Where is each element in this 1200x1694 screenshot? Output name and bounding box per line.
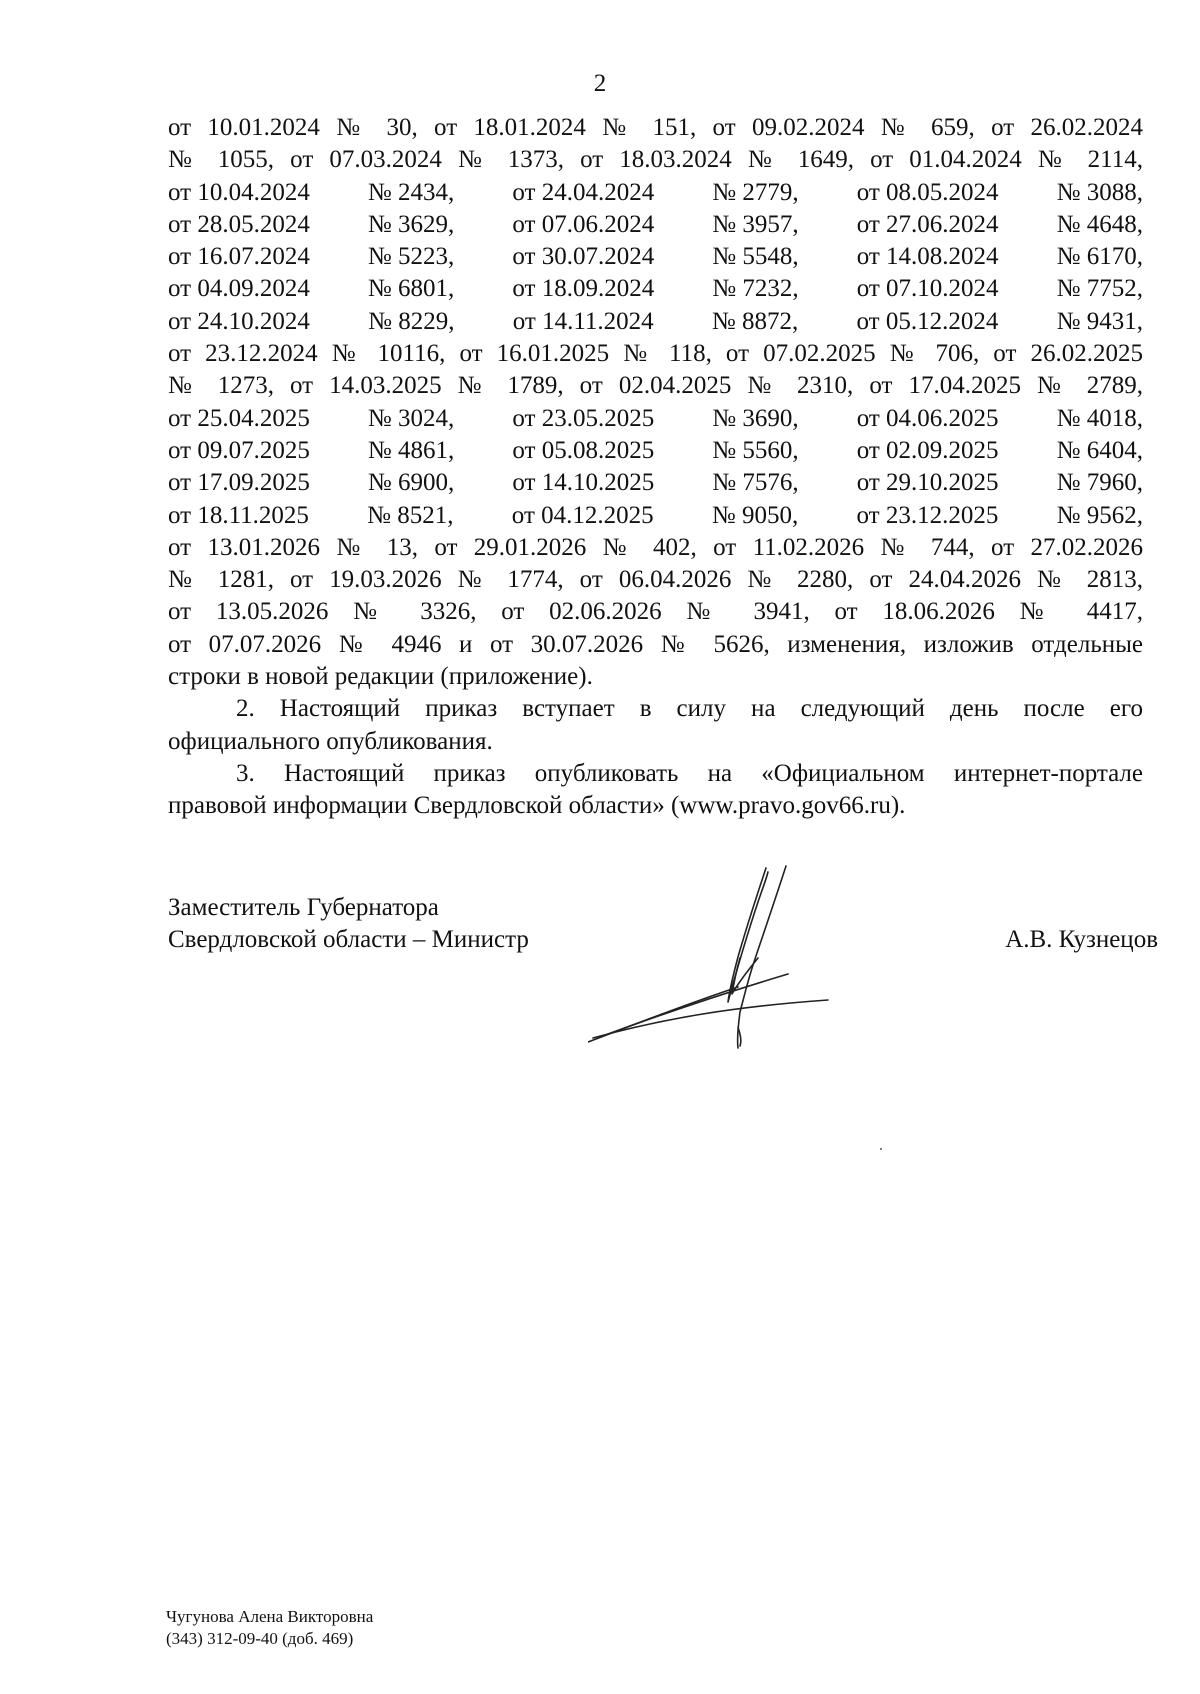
- order-number: № 3629,: [367, 210, 455, 238]
- order-number: № 5223,: [367, 243, 455, 271]
- text-line: от 07.07.2026 № 4946 и от 30.07.2026 № 5626, изменения, изложив отдельные: [168, 630, 1143, 658]
- signer-position: [168, 892, 529, 957]
- order-date: от 02.09.2025: [856, 436, 999, 464]
- order-number: № 6900,: [367, 469, 455, 497]
- order-date: от 30.07.2024: [512, 243, 655, 271]
- order-date: от 14.11.2024: [512, 307, 654, 335]
- order-date: от 07.06.2024: [512, 210, 655, 238]
- text-line: строки в новой редакции (приложение).: [168, 663, 593, 691]
- text-line: 2. Настоящий приказ вступает в силу на следующий день после его: [236, 695, 1143, 723]
- order-number: № 6170,: [1056, 243, 1143, 271]
- text-line: [168, 467, 1143, 499]
- paragraph-amendments: [168, 112, 1143, 693]
- order-number: № 8521,: [367, 501, 454, 529]
- order-date: от 14.10.2025: [512, 469, 655, 497]
- order-number: № 2779,: [712, 178, 799, 206]
- text-line: № 1273, от 14.03.2025 № 1789, от 02.04.2025 № 2310, от 17.04.2025 № 2789,: [168, 372, 1143, 400]
- order-number: № 4861,: [367, 436, 455, 464]
- stray-mark: [880, 1148, 882, 1150]
- text-line: от 10.01.2024 № 30, от 18.01.2024 № 151, от 09.02.2024 № 659, от 26.02.2024: [168, 114, 1143, 141]
- order-number: № 6801,: [367, 275, 455, 303]
- order-number: № 7960,: [1056, 469, 1143, 497]
- handwritten-signature: [588, 862, 848, 1062]
- order-number: № 9431,: [1056, 307, 1143, 335]
- text-line: от 13.05.2026 № 3326, от 02.06.2026 № 3941, от 18.06.2026 № 4417,: [168, 598, 1143, 626]
- order-date: от 04.09.2024: [168, 275, 310, 303]
- order-number: № 9050,: [711, 501, 799, 529]
- order-number: № 7752,: [1056, 275, 1143, 303]
- order-number: № 4018,: [1056, 404, 1143, 432]
- reference-grid-2024: [168, 177, 1143, 338]
- order-date: от 23.05.2025: [512, 404, 655, 432]
- reference-grid-2025: [168, 403, 1143, 532]
- order-date: от 05.12.2024: [856, 307, 999, 335]
- order-date: от 07.10.2024: [856, 275, 999, 303]
- order-number: № 7576,: [712, 469, 799, 497]
- order-date: от 18.11.2025: [168, 501, 309, 529]
- text-line: [168, 177, 1143, 209]
- order-date: от 04.06.2025: [856, 404, 999, 432]
- order-date: от 14.08.2024: [856, 243, 999, 271]
- text-line: [168, 306, 1143, 338]
- paragraph-effective-date: [168, 693, 1143, 758]
- order-number: № 5560,: [712, 436, 799, 464]
- signer-name: А.В. Кузнецов: [1005, 926, 1158, 953]
- order-date: от 25.04.2025: [168, 404, 310, 432]
- signer-position-line: Свердловской области – Министр: [168, 926, 529, 954]
- signature-block: [168, 892, 1158, 1052]
- executor-phone: (343) 312-09-40 (доб. 469): [166, 1629, 354, 1648]
- order-number: № 2434,: [367, 178, 455, 206]
- order-date: от 24.04.2024: [512, 178, 655, 206]
- order-number: № 8229,: [368, 307, 455, 335]
- order-number: № 6404,: [1056, 436, 1143, 464]
- document-body: [168, 112, 1143, 823]
- order-date: от 05.08.2025: [512, 436, 655, 464]
- text-line: [168, 209, 1143, 241]
- order-number: № 7232,: [712, 275, 799, 303]
- order-number: № 3957,: [712, 210, 799, 238]
- order-date: от 24.10.2024: [168, 307, 310, 335]
- text-line: № 1055, от 07.03.2024 № 1373, от 18.03.2024 № 1649, от 01.04.2024 № 2114,: [168, 146, 1143, 174]
- text-line: официального опубликования.: [168, 727, 493, 755]
- text-line: [168, 500, 1143, 532]
- order-date: от 18.09.2024: [512, 275, 655, 303]
- order-date: от 29.10.2025: [856, 469, 999, 497]
- order-date: от 08.05.2024: [856, 178, 999, 206]
- order-date: от 23.12.2025: [856, 501, 999, 529]
- page-number: 2: [593, 70, 607, 97]
- text-line: [168, 241, 1143, 273]
- order-number: № 3690,: [712, 404, 799, 432]
- text-line: от 23.12.2024 № 10116, от 16.01.2025 № 118, от 07.02.2025 № 706, от 26.02.2025: [168, 340, 1143, 368]
- order-date: от 16.07.2024: [168, 243, 310, 271]
- text-line: [168, 273, 1143, 305]
- order-date: от 04.12.2025: [511, 501, 654, 529]
- order-number: № 8872,: [711, 307, 799, 335]
- text-line: [168, 403, 1143, 435]
- order-date: от 27.06.2024: [856, 210, 999, 238]
- text-line: [168, 435, 1143, 467]
- order-date: от 17.09.2025: [168, 469, 310, 497]
- text-line: правовой информации Свердловской области» (www.pravo.gov66.ru).: [168, 792, 906, 820]
- order-number: № 4648,: [1056, 210, 1143, 238]
- executor-name: Чугунова Алена Викторовна: [166, 1607, 374, 1626]
- order-date: от 09.07.2025: [168, 436, 310, 464]
- paragraph-publication: [168, 758, 1143, 823]
- order-number: № 9562,: [1056, 501, 1143, 529]
- executor-info: [166, 1606, 373, 1650]
- text-line: от 13.01.2026 № 13, от 29.01.2026 № 402, от 11.02.2026 № 744, от 27.02.2026: [168, 533, 1143, 561]
- signer-position-line: Заместитель Губернатора: [168, 894, 439, 921]
- order-number: № 3024,: [367, 404, 455, 432]
- text-line: № 1281, от 19.03.2026 № 1774, от 06.04.2026 № 2280, от 24.04.2026 № 2813,: [168, 566, 1143, 594]
- order-date: от 10.04.2024: [168, 178, 310, 206]
- order-date: от 28.05.2024: [168, 210, 310, 238]
- text-line: 3. Настоящий приказ опубликовать на «Официальном интернет-портале: [236, 759, 1143, 787]
- order-number: № 3088,: [1056, 178, 1143, 206]
- order-number: № 5548,: [712, 243, 799, 271]
